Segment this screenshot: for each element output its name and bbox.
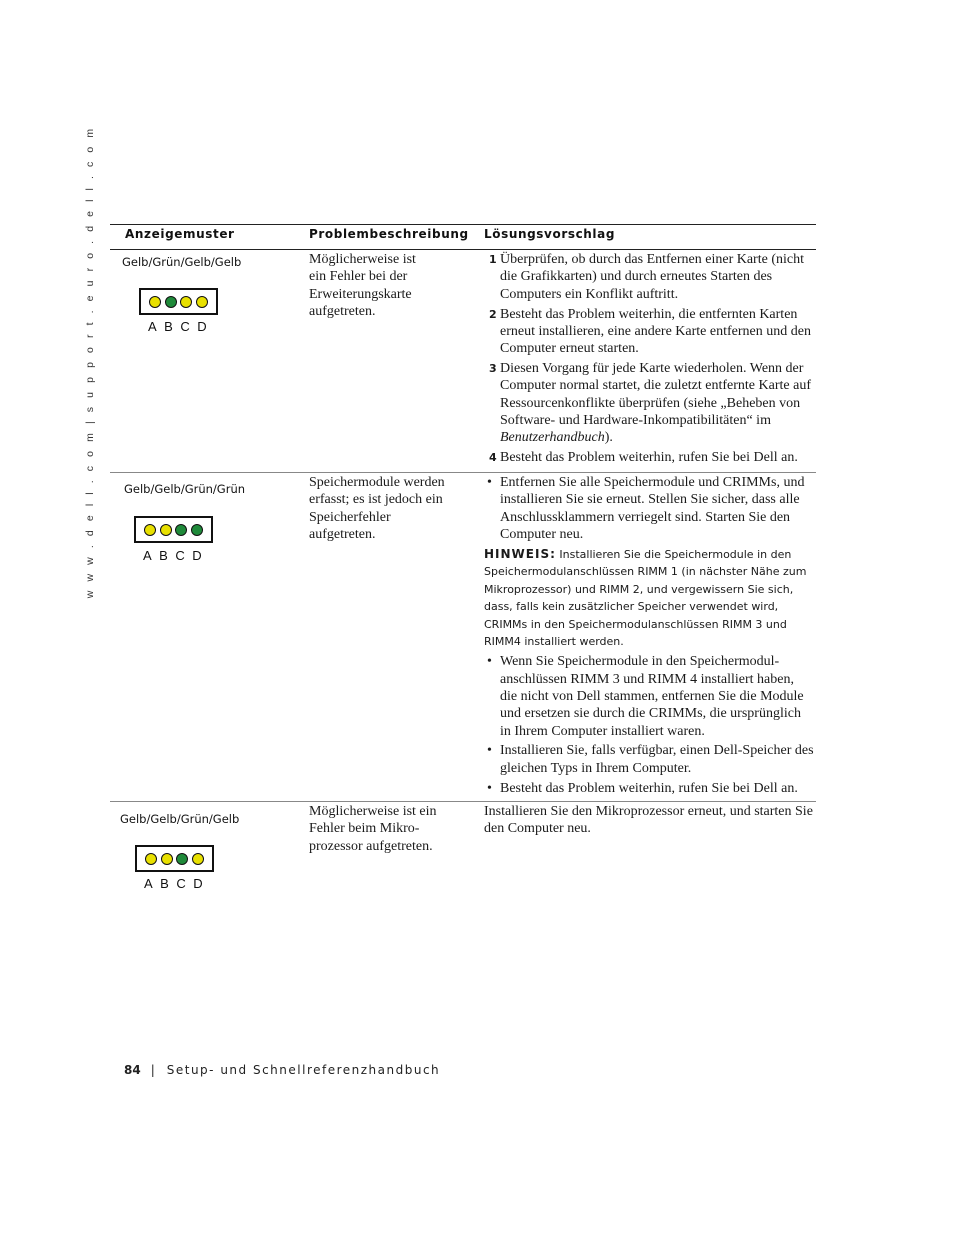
bullet-text: Wenn Sie Speichermodule in den Speichermodul-anschlüssen RIMM 3 und RIMM 4 installiert haben, die nicht von Dell stammen, entfernen Sie die Module und ersetzen sie durch die CRIMMs, die ursprünglich in Ihrem Computer installiert waren. xyxy=(500,654,804,739)
footer-separator: | xyxy=(150,1063,155,1077)
bullet-text: Installieren Sie, falls verfügbar, einen Dell-Speicher des gleichen Typs in Ihrem Computer. xyxy=(500,743,814,776)
table-top-rule xyxy=(110,224,816,225)
book-title: Setup- und Schnellreferenzhandbuch xyxy=(166,1063,441,1077)
led-diagram xyxy=(134,516,213,543)
page-number: 84 xyxy=(124,1063,141,1077)
solution-list xyxy=(484,474,814,800)
problem-description: Speichermodule werden erfasst; es ist jedoch ein Speicherfehler aufgetreten. xyxy=(309,475,445,542)
solution-text xyxy=(484,803,814,838)
pattern-label: Gelb/Grün/Gelb/Gelb xyxy=(122,255,242,269)
led-c xyxy=(175,524,187,536)
led-d xyxy=(192,853,204,865)
step-text: Überprüfen, ob durch das Entfernen einer Karte (nicht die Grafikkarten) und durch erneutes Starten des Computers ein Konflikt auftritt. xyxy=(500,252,804,302)
step-text: Besteht das Problem weiterhin, rufen Sie bei Dell an. xyxy=(500,450,798,466)
led-diagram xyxy=(135,845,214,872)
list-item xyxy=(484,360,814,446)
header-pattern: Anzeigemuster xyxy=(125,227,235,241)
header-bottom-rule xyxy=(110,249,816,250)
bullet: • xyxy=(487,780,492,796)
pattern-label: Gelb/Gelb/Grün/Grün xyxy=(124,482,246,496)
step-text: Besteht das Problem weiterhin, die entfernten Karten erneut installieren, eine andere Karte entfernen und den Computer erneut starten. xyxy=(500,306,811,357)
solution-steps xyxy=(484,251,814,469)
pattern-label: Gelb/Gelb/Grün/Gelb xyxy=(120,812,240,826)
sidebar-url-text: w w w . d e l l . c o m | s u p p o r t . e u r o . d e l l . c o m xyxy=(84,125,96,599)
bullet-text: Entfernen Sie alle Speichermodule und CRIMMs, und installieren Sie sie erneut. Stellen Sie sicher, dass alle Anschlussklammern verriegelt sind. Starten Sie den Computer neu. xyxy=(500,475,805,542)
led-a xyxy=(149,296,161,308)
list-item xyxy=(484,474,814,543)
led-a xyxy=(145,853,157,865)
manual-title: Benutzerhandbuch xyxy=(500,430,605,446)
step-text-tail: ). xyxy=(604,430,613,446)
step-number: 4 xyxy=(489,451,497,465)
led-d xyxy=(196,296,208,308)
led-c xyxy=(176,853,188,865)
note xyxy=(484,546,814,650)
header-problem: Problembeschreibung xyxy=(309,227,469,241)
sidebar-url xyxy=(80,125,100,599)
header-solution: Lösungsvorschlag xyxy=(484,227,616,241)
step-number: 1 xyxy=(489,253,497,266)
led-letters: ABCD xyxy=(148,319,215,334)
step-number: 3 xyxy=(489,362,497,376)
led-diagram xyxy=(139,288,218,315)
led-b xyxy=(161,853,173,865)
led-a xyxy=(144,524,156,536)
page-footer xyxy=(124,1063,440,1077)
problem-description: Möglicherweise ist ein Fehler beim Mikro-prozessor aufgetreten. xyxy=(309,804,437,854)
list-item xyxy=(484,780,814,797)
note-label: HINWEIS: xyxy=(484,546,556,561)
list-item xyxy=(484,653,814,739)
bullet: • xyxy=(487,475,492,490)
step-number: 2 xyxy=(489,307,497,321)
led-b xyxy=(165,296,177,308)
step-text: Diesen Vorgang für jede Karte wiederholen. Wenn der Computer normal startet, die zuletzt entfernte Karte auf Ressourcenkonflikte überprüfen (siehe „Beheben von Software- und Hardware-Inkompatibilitäten“ im xyxy=(500,361,811,429)
list-item xyxy=(484,742,814,777)
bullet: • xyxy=(487,743,492,759)
problem-description: Möglicherweise ist ein Fehler bei der Erweiterungskarte aufgetreten. xyxy=(309,252,416,319)
solution-paragraph: Installieren Sie den Mikroprozessor erneut, und starten Sie den Computer neu. xyxy=(484,804,813,837)
list-item xyxy=(484,449,814,466)
list-item xyxy=(484,306,814,358)
led-letters: ABCD xyxy=(143,548,210,563)
led-b xyxy=(160,524,172,536)
led-c xyxy=(180,296,192,308)
list-item xyxy=(484,251,814,303)
bullet-text: Besteht das Problem weiterhin, rufen Sie bei Dell an. xyxy=(500,780,798,796)
bullet: • xyxy=(487,654,492,670)
led-d xyxy=(191,524,203,536)
led-letters: ABCD xyxy=(144,876,211,891)
row-divider xyxy=(110,801,816,802)
note-text: Installieren Sie die Speichermodule in den Speichermodulanschlüssen RIMM 1 (in nächster Nähe zum Mikroprozessor) und RIMM 2, und vergewissern Sie sich, dass, falls kein zusätzlicher Speicher verwendet wird, CRIMMs in den Speichermodulanschlüssen RIMM 3 und RIMM4 installiert werden. xyxy=(484,547,807,648)
row-divider xyxy=(110,472,816,473)
